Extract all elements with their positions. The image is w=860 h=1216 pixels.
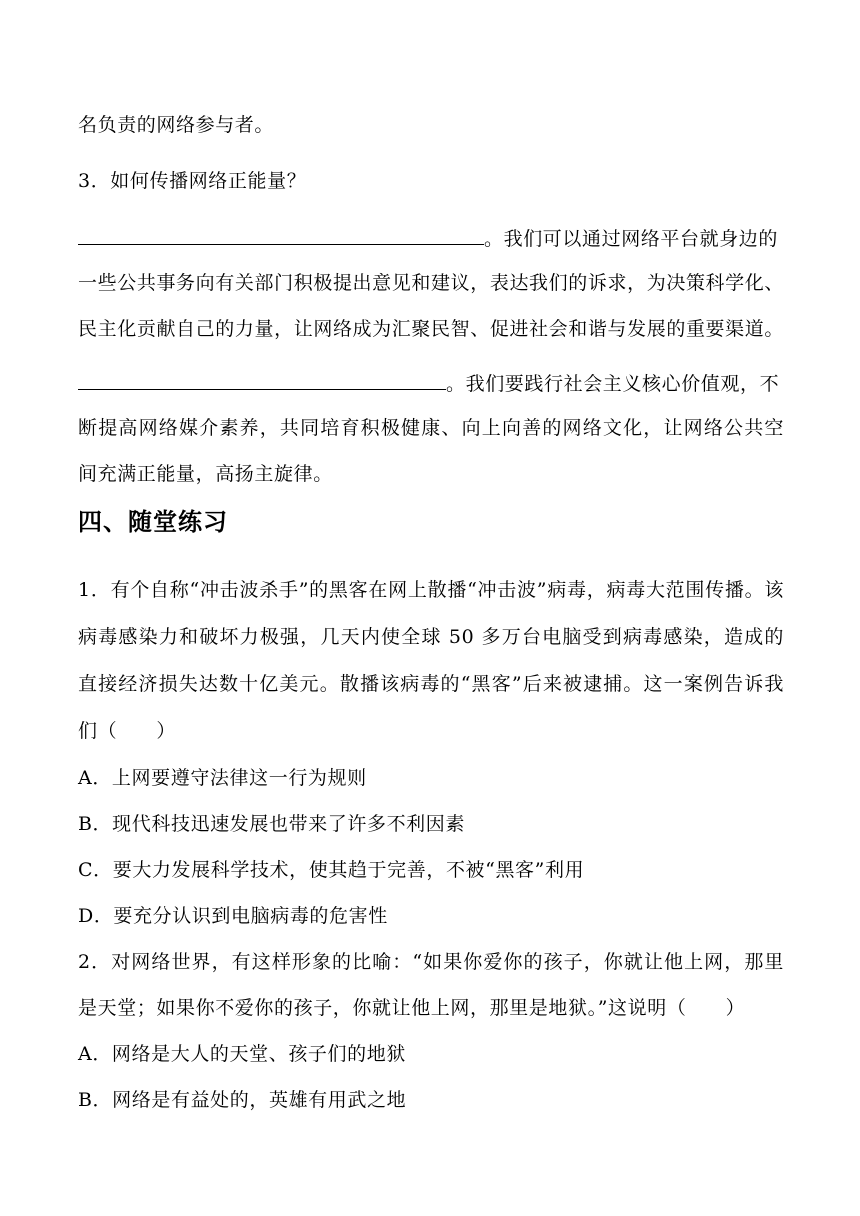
paragraph-line-prev: 名负责的网络参与者。 [78, 114, 275, 136]
answer-line-2: 一些公共事务向有关部门积极提出意见和建议，表达我们的诉求，为决策科学化、 [78, 272, 784, 294]
question-1-line-3: 直接经济损失达数十亿美元。散播该病毒的“黑客”后来被逮捕。这一案例告诉我 [78, 673, 784, 695]
fill-in-blank-1[interactable] [78, 224, 484, 245]
answer-line-5: 断提高网络媒介素养，共同培育积极健康、向上向善的网络文化，让网络公共空 [78, 417, 784, 439]
fill-in-blank-2[interactable] [78, 369, 446, 390]
answer-line-1-text: 。我们可以通过网络平台就身边的 [484, 228, 779, 250]
answer-line-4-text: 。我们要践行社会主义核心价值观，不 [446, 373, 780, 395]
answer-line-6: 间充满正能量，高扬主旋律。 [78, 463, 333, 485]
question-2-option-a: A．网络是大人的天堂、孩子们的地狱 [78, 1043, 406, 1065]
question-2-line-2: 是天堂；如果你不爱你的孩子，你就让他上网，那里是地狱。”这说明（ ） [78, 997, 746, 1019]
question-1-line-2: 病毒感染力和破坏力极强，几天内使全球 50 多万台电脑受到病毒感染，造成的 [78, 626, 784, 648]
question-1-option-c: C．要大力发展科学技术，使其趋于完善，不被“黑客”利用 [78, 859, 585, 881]
answer-line-4 [78, 369, 784, 397]
question-3-title: 3．如何传播网络正能量？ [78, 170, 307, 192]
question-1-option-b: B．现代科技迅速发展也带来了许多不利因素 [78, 813, 465, 835]
question-1-line-1: 1．有个自称“冲击波杀手”的黑客在网上散播“冲击波”病毒，病毒大范围传播。该 [78, 579, 784, 601]
question-1-line-4: 们（ ） [78, 720, 177, 742]
question-1-option-d: D．要充分认识到电脑病毒的危害性 [78, 905, 388, 927]
question-2-line-1: 2．对网络世界，有这样形象的比喻：“如果你爱你的孩子，你就让他上网，那里 [78, 951, 784, 973]
answer-line-3: 民主化贡献自己的力量，让网络成为汇聚民智、促进社会和谐与发展的重要渠道。 [78, 318, 784, 340]
question-2-option-b: B．网络是有益处的，英雄有用武之地 [78, 1089, 407, 1111]
answer-line-1 [78, 224, 784, 252]
question-1-option-a: A．上网要遵守法律这一行为规则 [78, 767, 367, 789]
section-heading: 四、随堂练习 [78, 508, 228, 536]
